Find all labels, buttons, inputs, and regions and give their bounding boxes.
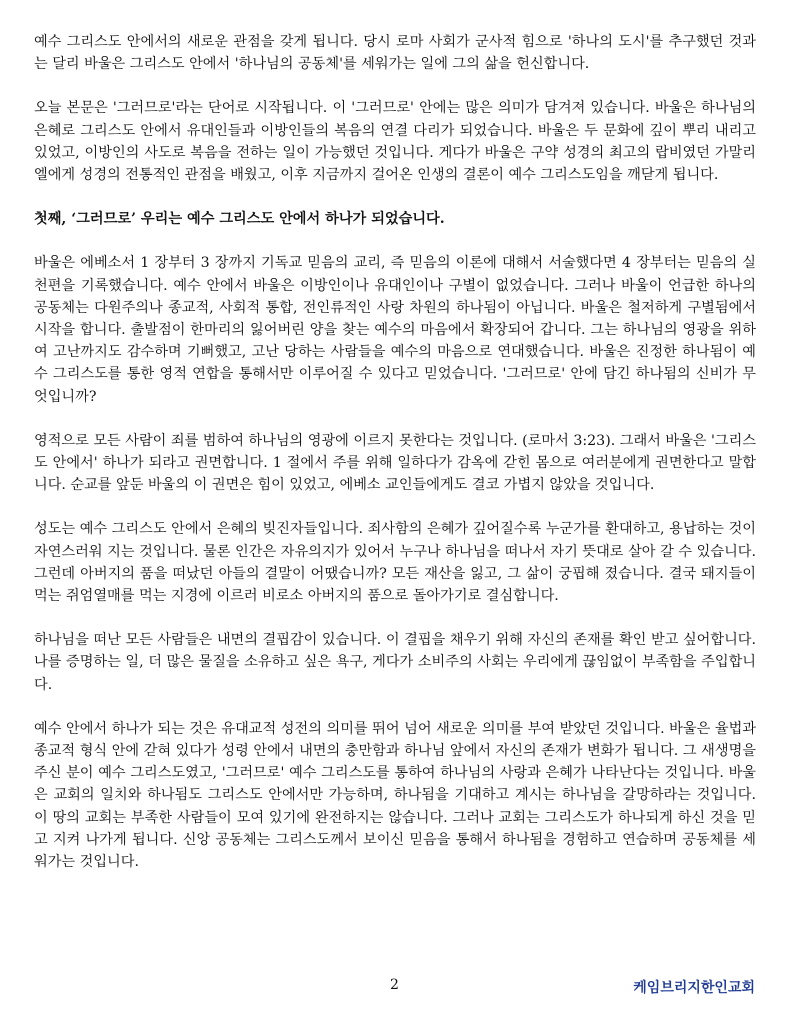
paragraph: 예수 안에서 하나가 되는 것은 유대교적 성전의 의미를 뛰어 넘어 새로운 의미를 부여 받았던 것입니다. 바울은 율법과 종교적 형식 안에 갇혀 있다가 성령 안에서 내면의 충만함과 하나님 앞에서 자신의 존재가 변화가 됩니다. 그 새생명을 주신 분이 예수 그리스도였고, '그러므로' 예수 그리스도를 통하여 하나님의 사랑과 은혜가 나타난다는 것입니다. 바울은 교회의 일치와 하나됨도 그리스도 안에서만 가능하며, 하나됨을 기대하고 계시는 하나님을 갈망하라는 것입니다. 이 땅의 교회는 부족한 사람들이 모여 있기에 완전하지는 않습니다. 그러나 교회는 그리스도가 하나되게 하신 것을 믿고 지켜 나가게 됩니다. 신앙 공동체는 그리스도께서 보이신 믿음을 통해서 하나됨을 경험하고 연습하며 공동체를 세워가는 것입니다. [34, 720, 756, 871]
church-name: 케임브리지한인교회 [633, 980, 755, 996]
paragraph: 오늘 본문은 '그러므로'라는 단어로 시작됩니다. 이 '그러므로' 안에는 많은 의미가 담겨져 있습니다. 바울은 하나님의 은혜로 그리스도 안에서 유대인들과 이방인들의 복음의 연결 다리가 되었습니다. 바울은 두 문화에 깊이 뿌리 내리고 있었고, 이방인의 사도로 복음을 전하는 일이 가능했던 것입니다. 게다가 바울은 구약 성경의 최고의 랍비였던 가말리엘에게 성경의 전통적인 관점을 배웠고, 이후 지금까지 걸어온 인생의 결론이 예수 그리스도임을 깨닫게 됩니다. [34, 100, 756, 184]
paragraph: 바울은 에베소서 1 장부터 3 장까지 기독교 믿음의 교리, 즉 믿음의 이론에 대해서 서술했다면 4 장부터는 믿음의 실천편을 기록했습니다. 예수 안에서 바울은 이방인이나 유대인이나 구별이 없었습니다. 그러나 바울이 언급한 하나의 공동체는 다원주의나 종교적, 사회적 통합, 전인류적인 사랑 차원의 하나됨이 아닙니다. 바울은 철저하게 구별됨에서 시작을 합니다. 출발점이 한마리의 잃어버린 양을 찾는 예수의 마음에서 확장되어 갑니다. 그는 하나님의 영광을 위하여 고난까지도 감수하며 기뻐했고, 고난 당하는 사람들을 예수의 마음으로 연대했습니다. 바울은 진정한 하나됨이 예수 그리스도를 통한 영적 연합을 통해서만 이루어질 수 있다고 믿었습니다. '그러므로' 안에 담긴 하나됨의 신비가 무엇입니까? [34, 255, 756, 405]
paragraph: 성도는 예수 그리스도 안에서 은혜의 빚진자들입니다. 죄사함의 은혜가 깊어질수록 누군가를 환대하고, 용납하는 것이 자연스러워 지는 것입니다. 물론 인간은 자유의지가 있어서 누구나 하나님을 떠나서 자기 뜻대로 살아 갈 수 있습니다. 그런데 아버지의 품을 떠났던 아들의 결말이 어땠습니까? 모든 재산을 잃고, 그 삶이 궁핍해 졌습니다. 결국 돼지들이 먹는 쥐엄열매를 먹는 지경에 이르러 비로소 아버지의 품으로 돌아가기로 결심합니다. [34, 521, 756, 605]
section-heading: 첫째, ‘그러므로’ 우리는 예수 그리스도 안에서 하나가 되었습니다. [34, 211, 445, 228]
document-body [34, 31, 756, 895]
paragraph: 예수 그리스도 안에서의 새로운 관점을 갖게 됩니다. 당시 로마 사회가 군사적 힘으로 '하나의 도시'를 추구했던 것과는 달리 바울은 그리스도 안에서 '하나님의 공동체'를 세워가는 일에 그의 삶을 헌신합니다. [34, 34, 756, 73]
page-number: 2 [390, 977, 399, 993]
paragraph: 하나님을 떠난 모든 사람들은 내면의 결핍감이 있습니다. 이 결핍을 채우기 위해 자신의 존재를 확인 받고 싶어합니다. 나를 증명하는 일, 더 많은 물질을 소유하고 싶은 욕구, 게다가 소비주의 사회는 우리에게 끊임없이 부족함을 주입합니다. [34, 632, 756, 693]
paragraph: 영적으로 모든 사람이 죄를 범하여 하나님의 영광에 이르지 못한다는 것입니다. (로마서 3:23). 그래서 바울은 '그리스도 안에서' 하나가 되라고 권면합니다. 1 절에서 주를 위해 일하다가 감옥에 갇힌 몸으로 여러분에게 권면한다고 말합니다. 순교를 앞둔 바울의 이 권면은 힘이 있었고, 에베소 교인들에게도 결코 가볍지 않았을 것입니다. [34, 432, 757, 494]
